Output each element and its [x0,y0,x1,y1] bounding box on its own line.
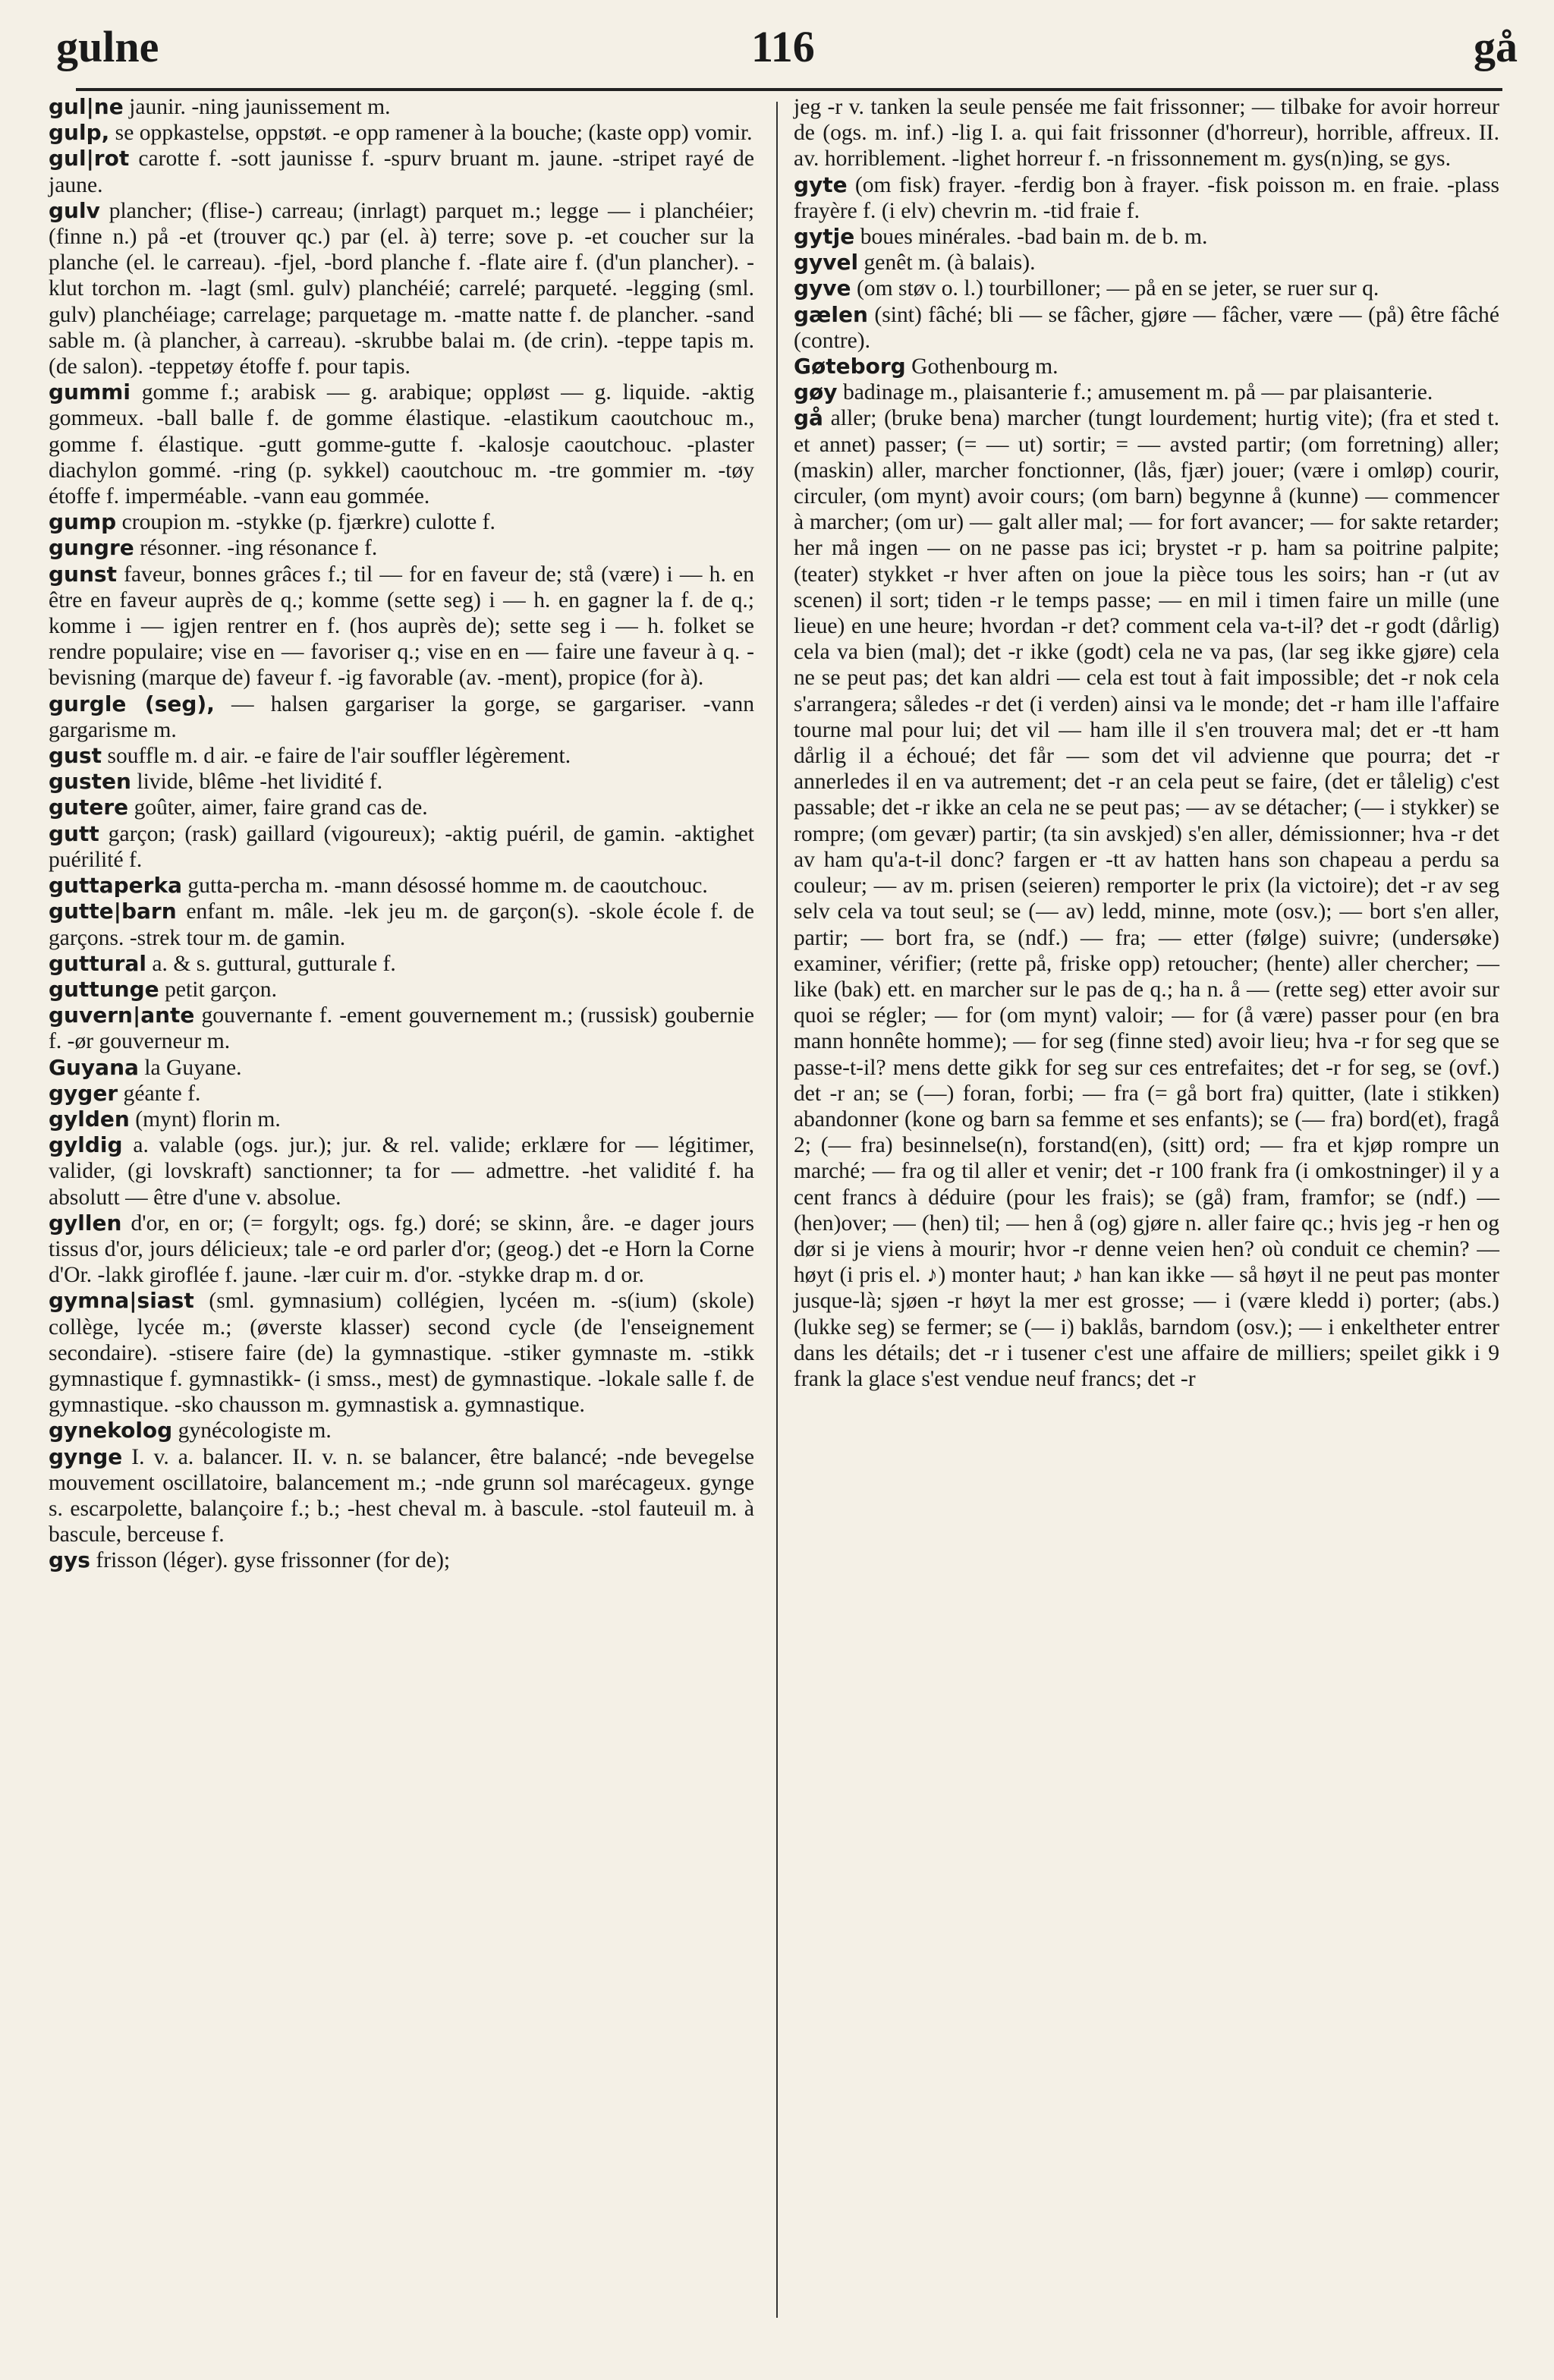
entry-definition: jeg -r v. tanken la seule pensée me fait frissonner; — tilbake for avoir horreur de (ogs. m. inf.) -lig I. a. qui fait frissonner (d'horreur), horrible, affreux. II. av. horriblement. -lighet horreur f. -n frissonnement m. gys(n)ing, se gys. [794,95,1499,172]
dictionary-entry [794,302,1499,354]
dictionary-entry [794,379,1499,405]
left-column [49,94,754,1574]
entry-headword: gyldig [49,1132,123,1158]
entry-headword: guvern|ante [49,1003,195,1028]
left-running-headword: gulne [56,22,159,71]
entry-definition: Gothenbourg m. [911,354,1059,379]
entry-definition: (om støv o. l.) tourbilloner; — på en se jeter, se ruer sur q. [856,276,1379,301]
entry-definition: (sml. gymnasium) collégien, lycéen m. -s(ium) (skole) collège, lycée m.; (øverste klasser) second cycle (de l'enseignement secondaire). -stisere faire (de) la gymnastique. -stiker gymnaste m. -stikk gymnastique f. gymnastikk- (i smss., mest) de gymnastique. -lokale salle f. de gymnastique. -sko chausson m. gymnastisk a. gymnastique. [49,1289,755,1418]
dictionary-entry [49,120,754,146]
entry-headword: gurgle (seg), [49,691,215,716]
right-running-headword: gå [1474,22,1518,71]
entry-headword: gyvel [794,250,859,275]
entry-headword: gulv [49,197,100,223]
entry-definition: petit garçon. [165,977,277,1002]
entry-definition: a. valable (ogs. jur.); jur. & rel. valide; erklære for — légitimer, valider, (gi lovskraft) sanctionner; ta for — admettre. -het validité f. ha absolutt — être d'une v. absolue. [49,1133,754,1210]
entry-headword: gytje [794,224,855,250]
dictionary-entry [794,250,1499,275]
dictionary-entry [49,1003,754,1054]
entry-definition: badinage m., plaisanterie f.; amusement m. på — par plaisanterie. [842,380,1433,405]
entry-definition: boues minérales. -bad bain m. de b. m. [860,225,1208,250]
dictionary-entry [49,1081,754,1107]
entry-headword: guttunge [49,976,159,1002]
dictionary-entry [794,275,1499,301]
dictionary-entry [794,405,1499,1392]
entry-definition: (mynt) florin m. [135,1107,281,1132]
dictionary-entry [49,379,754,509]
dictionary-entry [49,1055,754,1081]
entry-headword: gutte|barn [49,899,177,924]
entry-definition: a. & s. guttural, gutturale f. [152,951,396,976]
page-header [0,21,1554,82]
entry-headword: gutt [49,820,99,846]
entry-definition: gynécologiste m. [178,1418,332,1443]
dictionary-entry [794,224,1499,250]
entry-definition: (sint) fâché; bli — se fâcher, gjøre — fâcher, være — (på) être fâché (contre). [794,302,1499,353]
entry-headword: gungre [49,535,134,561]
entry-definition: gomme f.; arabisk — g. arabique; oppløst — g. liquide. -aktig gommeux. -ball balle f. de gomme élastique. -elastikum caoutchouc m., gomme f. élastique. -gutt gomme-gutte f. -kalosje caoutchouc. -plaster diachylon gommé. -ring (p. sykkel) caoutchouc m. -tre gommier m. -tøy étoffe f. imperméable. -vann eau gommée. [49,380,754,509]
entry-headword: guttaperka [49,873,182,899]
entry-headword: Gøteborg [794,354,906,379]
entry-headword: gynge [49,1443,123,1469]
entry-definition: d'or, en or; (= forgylt; ogs. fg.) doré; se skinn, åre. -e dager jours tissus d'or, jours délicieux; tale -e ord parler d'or; (geog.) det -e Horn la Corne d'Or. -lakk giroflée f. jaune. -lær cuir m. d'or. -stykke drap m. d or. [49,1210,754,1288]
entry-definition: souffle m. d air. -e faire de l'air souffler légèrement. [107,744,571,769]
entry-headword: gylden [49,1106,130,1132]
entry-definition: aller; (bruke bena) marcher (tungt lourdement; hurtig vite); (fra et sted t. et annet) passer; (= — ut) sortir; = — avsted partir; (om forretning) aller; (maskin) aller, marcher fonctionner, (lås, fjær) jouer; (være i omløp) courir, circuler, (om mynt) avoir cours; (om barn) begynne å (kunne) — commencer à marcher; (om ur) — galt aller mal; — for fort avancer; — for sakte retarder; her må ingen — on ne passe pas ici; brystet -r p. ham sa poitrine palpite; (teater) stykket -r hver aften on joue la pièce tous les soirs; han -r (ut av scenen) il sort; tiden -r le temps passe; — en mil i timen faire un mille (une lieue) en une heure; hvordan -r det? comment cela va-t-il? det -r godt (dårlig) cela va bien (mal); det -r ikke (godt) cela ne va pas, (lar seg ikke gjøre) cela ne se peut pas; det kan aldri — cela est tout à fait impossible; det -r nok cela s'arrangera; således -r det (i verden) ainsi va le monde; det -r ham ille l'affaire tourne mal pour lui; det vil — ham ille il s'en trouvera mal; det er -tt ham dårlig il a échoué; det får — som det vil advienne que pourra; det -r annerledes il en va autrement; det -r an cela peut se faire, (det er tålelig) c'est passable; det -r ikke an cela ne se peut pas; — av se détacher; (— i stykker) se rompre; (om gevær) partir; (ta sin avskjed) s'en aller, démissionner; hva -r det av ham qu'a-t-il donc? fargen er -tt av hatten hans son chapeau a perdu sa couleur; — av m. prisen (seieren) remporter le prix (la victoire); det -r av seg selv cela va tout seul; se (— av) ledd, minne, mote (osv.); — bort s'en aller, partir; — bort fra, se (ndf.) — fra; — etter (følge) suivre; (undersøke) examiner, vérifier; (rette på, friske opp) retoucher; (hente) aller chercher; — like (bak) ett. en marcher sur le pas de q.; ha n. å — (rette seg) etter avoir sur quoi se régler; — for (om mynt) valoir; — for (å være) passer pour (en bra mann honnête homme); — for seg (finne sted) avoir lieu; hva -r for seg que se passe-t-il? mens dette gikk for seg sur ces entrefaites; det -r for seg, se (ovf.) det -r an; se (—) foran, forbi; — fra (= gå bort fra) quitter, (late i stikken) abandonner (kone og barn sa femme et ses enfants); se (— fra) bord(et), fragå 2; (— fra) besinnelse(n), forstand(en), (sitt) ord; — fra et kjøp rompre un marché; — fra og til aller et venir; det -r 100 frank fra (i omkostninger) il y a cent francs à déduire (pour les frais); se (gå) fram, framfor; se (ndf.) — (hen)over; — (hen) til; — hen å (og) gjøre n. aller faire qc.; hvis jeg -r hen og dør si je viens à mourir; hvor -r denne veien hen? où conduit ce chemin? — høyt (i pris el. ♪) monter haut; ♪ han kan ikke — så høyt il ne peut pas monter jusque-là; sjøen -r høyt la mer est grosse; — i (være kledd i) porter; (abs.) (lukke seg) se fermer; se (— i) baklås, barndom (osv.); — i enkeltheter entrer dans les détails; det -r i tusener c'est une affaire de milliers; speilet gikk i 9 frank la glace s'est vendue neuf francs; det -r [794,406,1499,1391]
entry-headword: gyger [49,1080,118,1106]
entry-definition: I. v. a. balancer. II. v. n. se balancer, être balancé; -nde bevegelse mouvement oscillatoire, balancement m.; -nde grunn sol marécageux. gynge s. escarpolette, balançoire f.; b.; -hest cheval m. à bascule. -stol fauteuil m. à bascule, berceuse f. [49,1444,754,1547]
dictionary-entry [794,94,1499,172]
dictionary-entry [49,1288,754,1418]
entry-headword: Guyana [49,1054,139,1080]
entry-headword: gøy [794,379,838,405]
dictionary-entry [49,1107,754,1132]
dictionary-entry [49,94,754,120]
entry-definition: faveur, bonnes grâces f.; til — for en faveur de; stå (være) i — h. en être en faveur auprès de q.; komme (sette seg) i — h. en gagner la f. de q.; komme i — igjen rentrer en f. (hos auprès de); sette seg i — h. folket se rendre populaire; vise en — favoriser q.; vise en en — faire une faveur à q. -bevisning (marque de) faveur f. -ig favorable (av. -ment), propice (for à). [49,562,754,691]
header-rule [76,88,1502,91]
entry-definition: la Guyane. [144,1055,242,1080]
entry-headword: gymna|siast [49,1288,194,1314]
dictionary-entry [49,1547,754,1573]
entry-definition: croupion m. -stykke (p. fjærkre) culotte f. [121,510,495,535]
entry-definition: frisson (léger). gyse frissonner (for de); [96,1548,451,1573]
entry-headword: gulp, [49,120,110,146]
entry-definition: enfant m. mâle. -lek jeu m. de garçon(s). -skole école f. de garçons. -strek tour m. de gamin. [49,899,754,950]
entry-definition: jaunir. -ning jaunissement m. [129,95,391,119]
entry-headword: gutere [49,795,129,820]
dictionary-entry [49,198,754,379]
column-divider [776,102,778,2318]
dictionary-entry [794,354,1499,379]
entry-headword: gys [49,1547,90,1573]
dictionary-entry [49,1444,754,1548]
dictionary-entry [49,1132,754,1210]
dictionary-entry [49,1210,754,1289]
entry-headword: gynekolog [49,1418,173,1443]
entry-definition: gutta-percha m. -mann désossé homme m. de caoutchouc. [187,874,708,899]
entry-headword: gyte [794,172,848,197]
entry-definition: plancher; (flise-) carreau; (inrlagt) parquet m.; legge — i planchéier; (finne n.) på -et (trouver qc.) par (el. à) terre; sove p. -et coucher sur la planche (el. le carreau). -fjel, -bord planche f. -flate aire f. (d'un plancher). -klut torchon m. -lagt (sml. gulv) planchéié; carrelé; parqueté. -legging (sml. gulv) planchéiage; carrelage; parquetage m. -matte natte f. de plancher. -sand sable m. (à plancher, à carreau). -skrubbe balai m. (de crin). -teppe tapis m. (de salon). -teppetøy étoffe f. pour tapis. [49,198,754,379]
entry-definition: garçon; (rask) gaillard (vigoureux); -aktig puéril, de gamin. -aktighet puérilité f. [49,821,754,872]
dictionary-entry [49,951,754,977]
dictionary-entry [49,821,754,873]
entry-definition: carotte f. -sott jaunisse f. -spurv bruant m. jaune. -stripet rayé de jaune. [49,146,754,197]
entry-definition: genêt m. (à balais). [864,250,1036,275]
entry-headword: gust [49,743,102,769]
dictionary-entry [49,691,754,743]
dictionary-entry [49,535,754,561]
entry-headword: gump [49,509,117,535]
dictionary-entry [49,769,754,795]
dictionary-entry [49,509,754,535]
dictionary-entry [49,899,754,950]
entry-headword: gummi [49,379,131,405]
entry-definition: goûter, aimer, faire grand cas de. [134,795,428,820]
entry-headword: gælen [794,301,868,327]
entry-definition: gouvernante f. -ement gouvernement m.; (russisk) goubernie f. -ør gouverneur m. [49,1003,754,1054]
entry-headword: gå [794,405,823,431]
entry-headword: gul|rot [49,146,130,172]
dictionary-entry [794,172,1499,224]
entry-headword: gyve [794,275,851,301]
dictionary-entry [49,1418,754,1443]
dictionary-entry [49,562,754,691]
page-number: 116 [751,22,815,71]
entry-headword: gul|ne [49,94,124,119]
dictionary-entry [49,873,754,899]
dictionary-entry [49,795,754,820]
entry-definition: résonner. -ing résonance f. [140,536,378,561]
entry-headword: gunst [49,561,117,587]
dictionary-entry [49,977,754,1003]
entry-definition: se oppkastelse, oppstøt. -e opp ramener à la bouche; (kaste opp) vomir. [115,121,753,146]
dictionary-entry [49,743,754,769]
entry-definition: (om fisk) frayer. -ferdig bon à frayer. -fisk poisson m. en fraie. -plass frayère f. (i elv) chevrin m. -tid fraie f. [794,172,1500,223]
entry-definition: géante f. [123,1081,201,1106]
entry-headword: gyllen [49,1210,122,1236]
entry-definition: — halsen gargariser la gorge, se gargariser. -vann gargarisme m. [49,691,755,742]
right-column [794,94,1499,1392]
entry-headword: guttural [49,950,146,976]
entry-definition: livide, blême -het lividité f. [137,770,383,795]
dictionary-entry [49,146,754,197]
entry-headword: gusten [49,769,131,795]
